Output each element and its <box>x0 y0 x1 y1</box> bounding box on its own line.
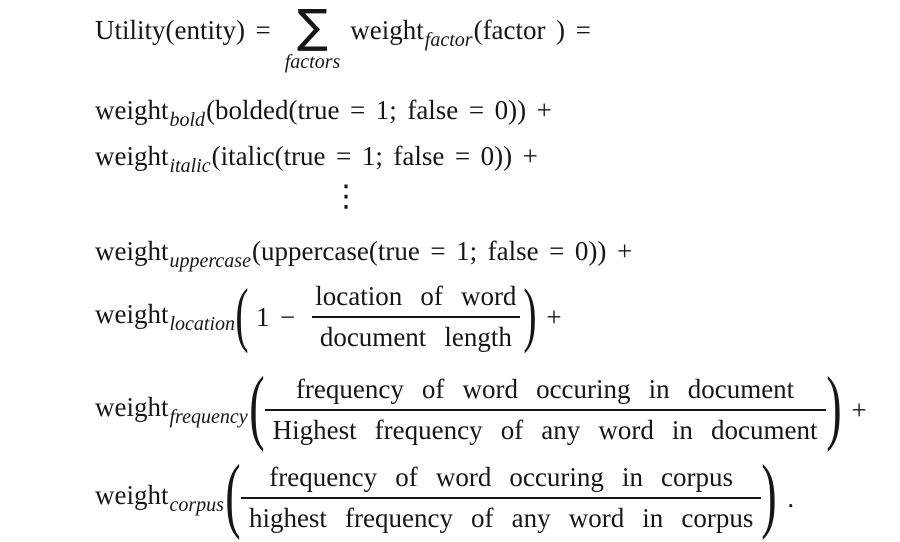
plus-suffix: + <box>546 301 562 332</box>
frequency-fraction <box>265 374 826 446</box>
factor-subscript: factor <box>424 29 473 51</box>
fraction-denominator: highest frequency of any word in corpus <box>241 497 761 534</box>
fraction-numerator: frequency of word occuring in document <box>295 374 795 404</box>
weight-base-label: weight <box>95 95 169 125</box>
corpus-subscript: corpus <box>169 493 224 516</box>
weight-base-label: weight <box>95 479 169 510</box>
weight-base-label: weight <box>95 236 169 266</box>
fraction-numerator: frequency of word occuring in corpus <box>269 462 734 492</box>
bold-subscript: bold <box>169 109 206 131</box>
frequency-subscript: frequency <box>169 405 248 428</box>
open-paren: ( <box>248 360 265 453</box>
fraction-denominator: Highest frequency of any word in document <box>265 409 826 446</box>
weight-uppercase-term <box>95 236 632 273</box>
corpus-fraction <box>241 462 761 534</box>
uppercase-term-line <box>95 236 632 273</box>
location-subscript: location <box>169 312 236 335</box>
open-paren: ( <box>225 448 241 541</box>
weight-corpus-term <box>95 480 225 517</box>
weight-bold-term <box>95 95 552 132</box>
utility-definition-line <box>95 2 591 73</box>
weight-base-label: weight <box>95 391 169 422</box>
close-paren: ) <box>761 448 778 541</box>
italic-term-line <box>95 141 538 178</box>
factor-args-label: (factor ) = <box>473 15 591 45</box>
one-minus-label: 1 − <box>256 301 296 332</box>
close-paren: ) <box>523 274 538 354</box>
italic-subscript: italic <box>169 155 211 177</box>
sum-index-label: factors <box>284 51 341 74</box>
weight-base-label: weight <box>95 141 169 171</box>
uppercase-subscript: uppercase <box>169 250 251 272</box>
summation-block <box>285 2 341 73</box>
weight-factor-term <box>350 2 591 52</box>
location-term-line <box>95 274 562 354</box>
weight-location-term <box>95 299 236 336</box>
fraction-denominator: document length <box>312 316 520 353</box>
plus-suffix: + <box>851 394 867 425</box>
fraction-numerator: location of word <box>315 281 517 311</box>
close-paren: ) <box>825 360 842 453</box>
weight-italic-term <box>95 141 538 178</box>
utility-lhs-label: Utility(entity) = <box>95 15 271 45</box>
uppercase-expression-label: (uppercase(true = 1; false = 0)) + <box>251 236 633 266</box>
period-suffix: . <box>787 482 795 513</box>
italic-expression-label: (italic(true = 1; false = 0)) + <box>211 141 538 171</box>
weight-frequency-term <box>95 392 249 429</box>
corpus-term-line <box>95 448 795 541</box>
frequency-term-line <box>95 360 867 453</box>
weight-base-label: weight <box>350 15 424 45</box>
weight-base-label: weight <box>95 298 169 329</box>
bold-term-line <box>95 95 552 132</box>
open-paren: ( <box>235 274 249 354</box>
sigma-symbol: ∑ <box>297 0 329 53</box>
bold-expression-label: (bolded(true = 1; false = 0)) + <box>206 95 552 125</box>
location-fraction <box>307 281 524 353</box>
vertical-ellipsis: ⋮ <box>331 179 361 214</box>
